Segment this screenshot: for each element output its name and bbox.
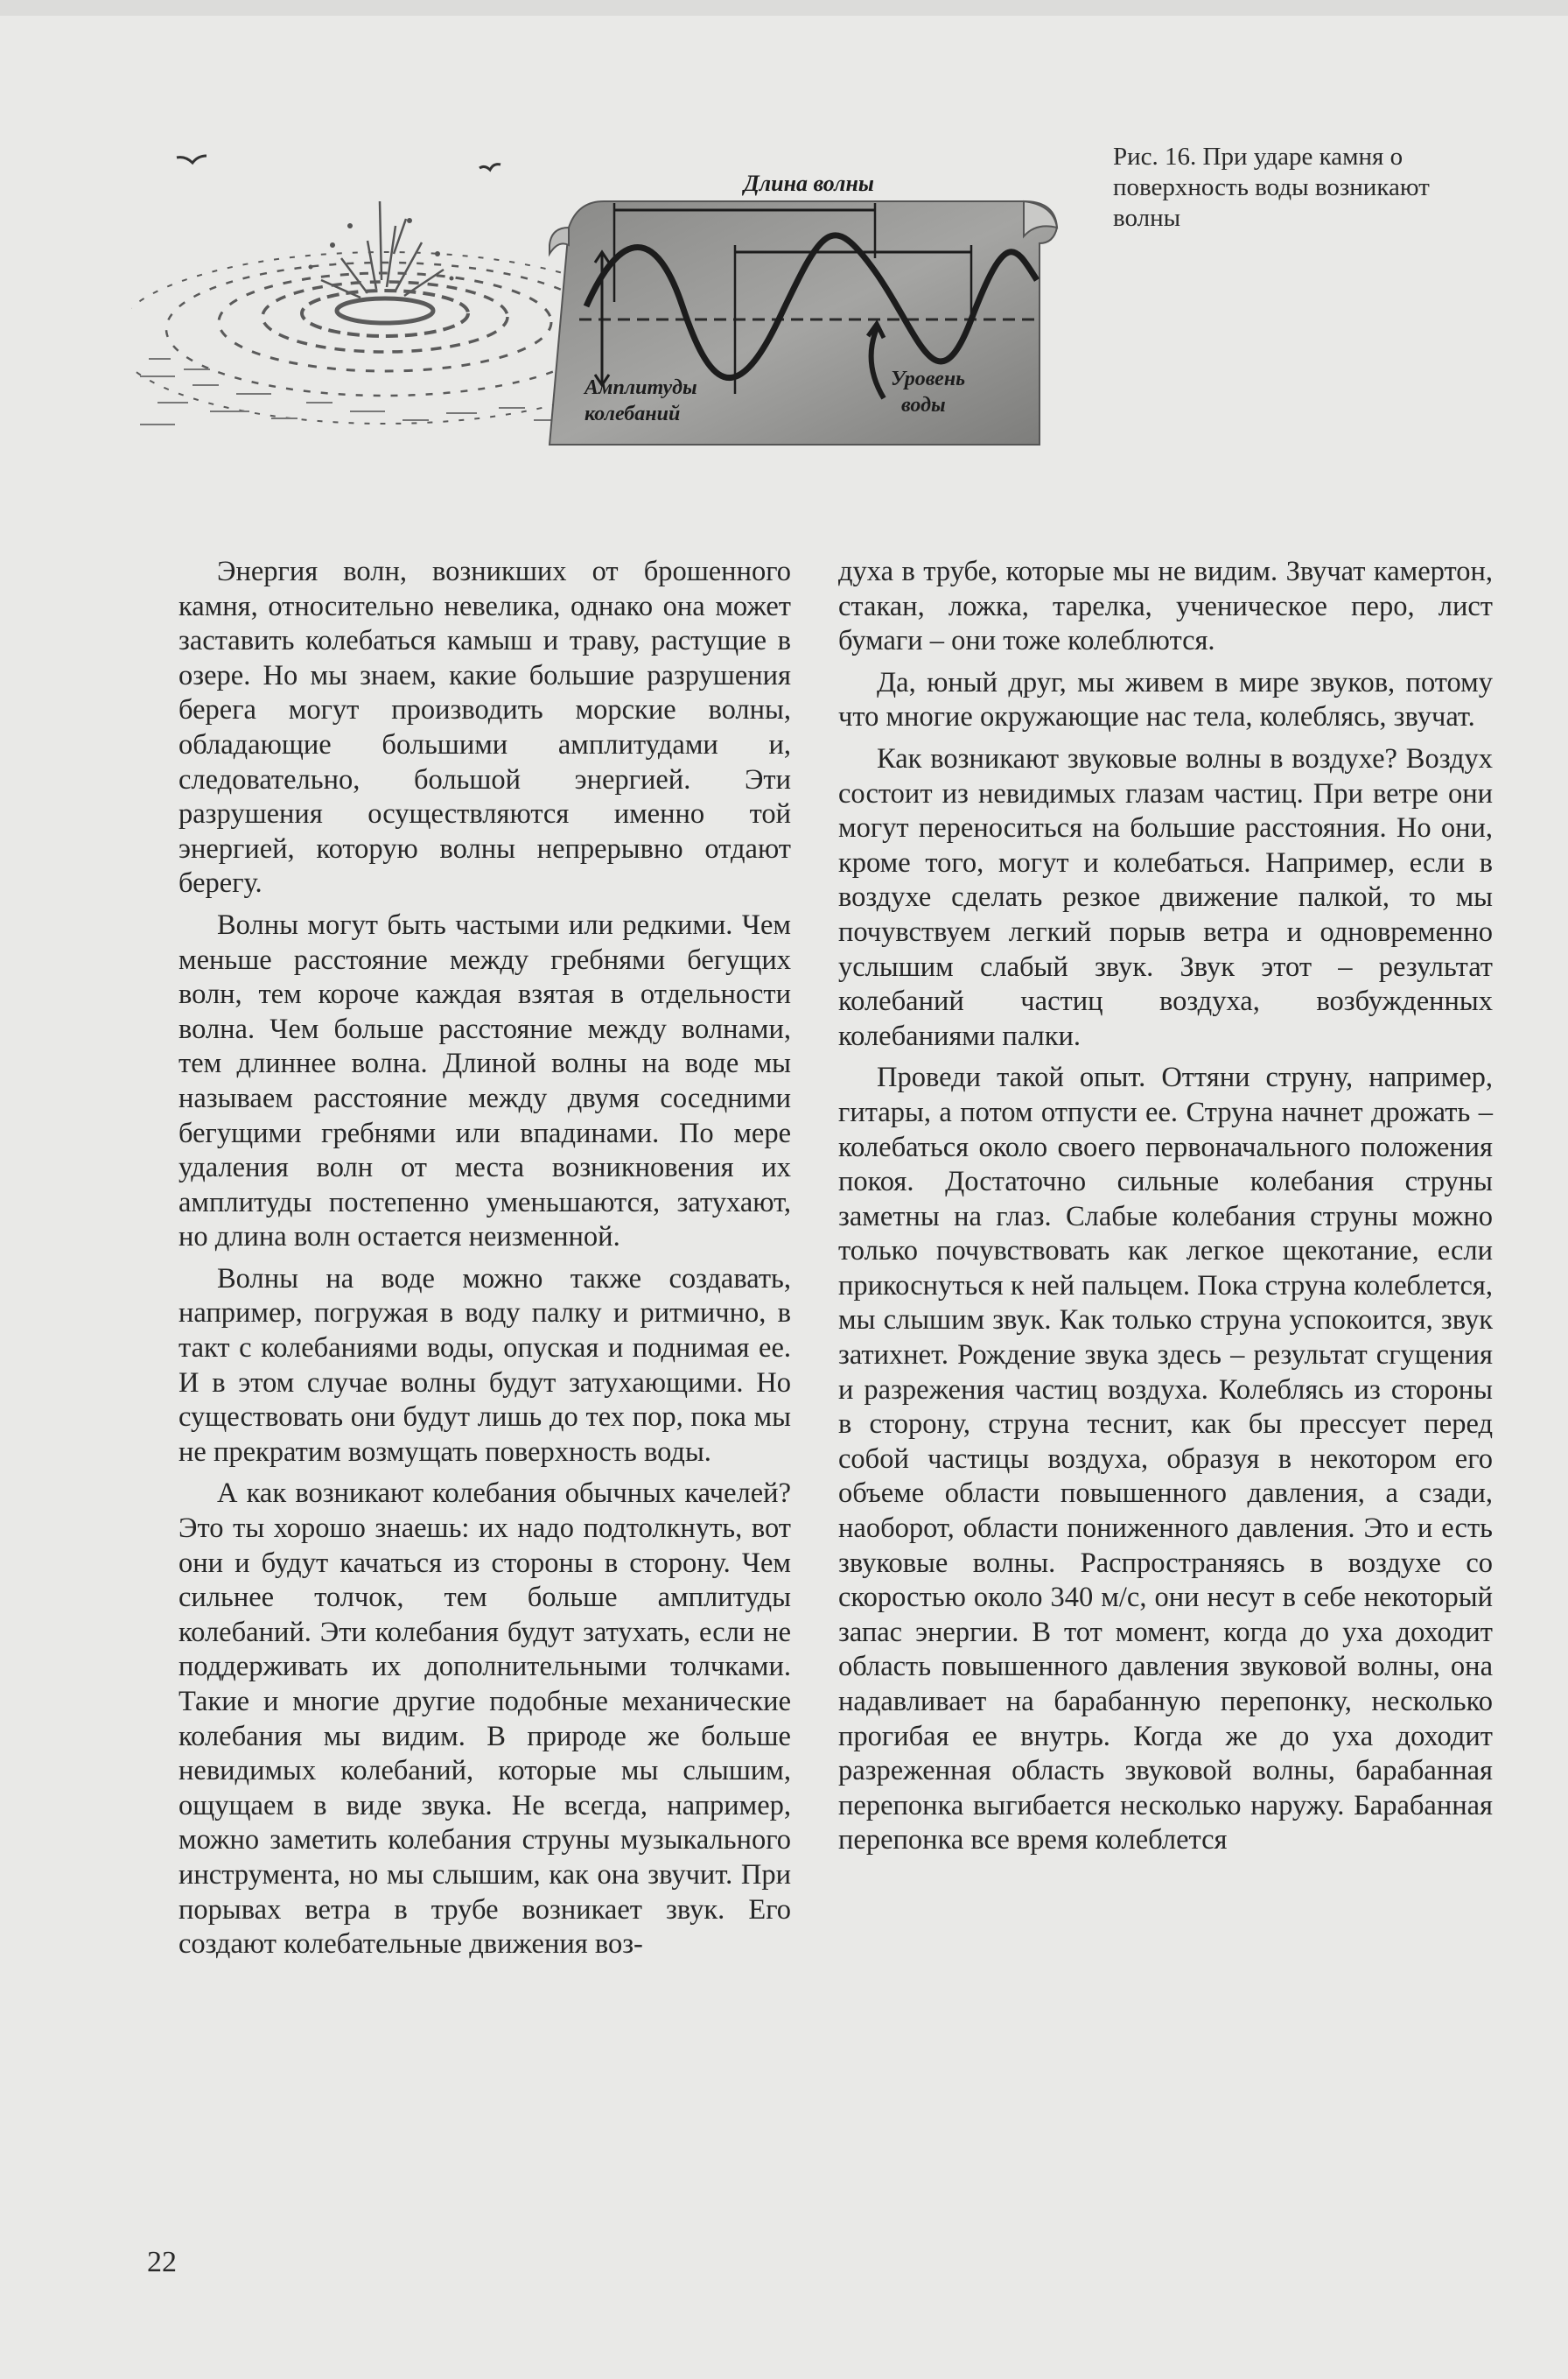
paragraph: А как возникают колебания обычных качелей? Это ты хорошо знаешь: их надо подтолкнуть, вот они и будут качаться из стороны в сторону. Чем сильнее толчок, тем больше амплитуды колебаний. Эти колебания будут затухать, если не поддерживать их дополнительными толчками. Такие и многие другие подобные механические колебания мы видим. В природе же больше невидимых колебаний, которые мы слышим, ощущаем в виде звука. Не всегда, например, можно заметить колебания струны музыкального инструмента, но мы слышим, как она звучит. При порывах ветра в трубе возникает звук. Его создают колебательные движения воз- [178, 1477, 791, 1961]
paragraph: Как возникают звуковые волны в воздухе? Воздух состоит из невидимых глазам частиц. При ветре они могут переноситься на большие расстояния. Но они, кроме того, могут и колебаться. Например, если в воздухе сделать резкое движение палкой, то мы почувствуем легкий порыв ветра и одновременно услышим слабый звук. Звук этот – результат колебаний частиц воздуха, возбужденных колебаниями палки. [838, 742, 1493, 1052]
paragraph-continued: духа в трубе, которые мы не видим. Звучат камертон, стакан, ложка, тарелка, ученическое перо, лист бумаги – они тоже колеблются. [838, 556, 1493, 657]
paragraph: Волны могут быть частыми или редкими. Чем меньше расстояние между гребнями бегущих волн, тем короче каждая взятая в отдельности волна. Чем больше расстояние между волнами, тем длиннее волна. Длиной волны на воде мы называем расстояние между двумя соседними бегущими гребнями или впадинами. По мере удаления волн от места возникновения их амплитуды постепенно уменьшаются, затухают, но длина волн остается неизменной. [178, 909, 791, 1253]
paragraph: Волны на воде можно также создавать, например, погружая в воду палку и ритмично, в такт с колебаниями воды, опуская и поднимая ее. И в этом случае волны будут затухающими. Но существовать они будут лишь до тех пор, пока мы не прекратим возмущать поверхность воды. [178, 1262, 791, 1468]
paragraph: Энергия волн, возникших от брошенного камня, относительно невелика, однако она может заставить колебаться камыш и траву, растущие в озере. Но мы знаем, какие большие разрушения берега могут производить морские волны, обладающие большими амплитудами и, следовательно, большой энергией. Эти разрушения осуществляются именно той энергией, которую волны непрерывно отдают берегу. [178, 556, 791, 900]
wave-illustration [131, 123, 1076, 446]
scan-top-edge [0, 0, 1568, 16]
diagram-sheet [550, 171, 1057, 445]
label-amplitude-2: колебаний [584, 403, 681, 425]
label-amplitude-1: Амплитуды [584, 376, 697, 399]
paragraph: Да, юный друг, мы живем в мире звуков, потому что многие окружающие нас тела, колеблясь, звучат. [838, 666, 1493, 733]
figure-16 [131, 123, 1076, 446]
figure-caption: Рис. 16. При ударе камня о поверхность воды возникают волны [1113, 143, 1430, 232]
right-column [838, 555, 1493, 1865]
label-wavelength: Длина волны [744, 171, 874, 196]
bird-right [480, 165, 500, 170]
paragraph: Проведи такой опыт. Оттяни струну, например, гитары, а потом отпусти ее. Струна начнет дрожать – колебаться около своего первоначального положения покоя. Достаточно сильные колебания струны заметны на глаз. Слабые колебания струны можно только почувствовать как легкое щекотание, если прикоснуться к ней пальцем. Пока струна колеблется, мы слышим звук. Как только струна успокоится, звук затихнет. Рождение звука здесь – результат сгущения и разрежения частиц воздуха. Колеблясь из стороны в сторону, струна теснит, как бы прессует перед собой частицы воздуха, образуя в некотором его объеме области повышенного давления, а сзади, наоборот, области пониженного давления. Это и есть звуковые волны. Распространяясь в воздухе со скоростью около 340 м/с, они несут в себе некоторый запас энергии. В тот момент, когда до уха доходит область повышенного давления звуковой волны, она надавливает на барабанную перепонку, несколько прогибая ее внутрь. Когда же до уха доходит разреженная область звуковой волны, барабанная перепонка выгибается несколько наружу. Барабанная перепонка все время колеблется [838, 1062, 1493, 1856]
label-level-2: воды [901, 394, 946, 417]
label-level-1: Уровень [891, 368, 966, 390]
left-column [178, 555, 791, 1969]
water-texture [140, 359, 604, 425]
page-number: 22 [147, 2246, 177, 2278]
bird-left [177, 156, 206, 163]
